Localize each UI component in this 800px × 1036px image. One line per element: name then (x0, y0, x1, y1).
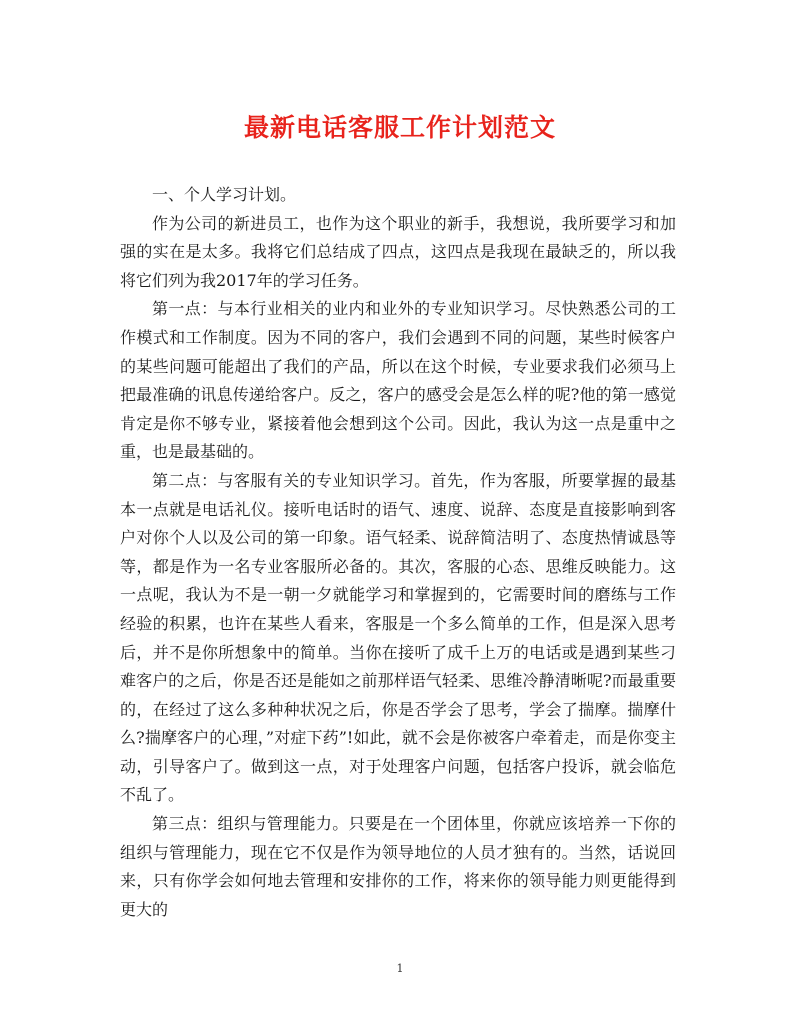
paragraph-point-one: 第一点：与本行业相关的业内和业外的专业知识学习。尽快熟悉公司的工作模式和工作制度。因为不同的客户，我们会遇到不同的问题，某些时候客户的某些问题可能超出了我们的产品，所以在这个时候，专业要求我们必须马上把最准确的讯息传递给客户。反之，客户的感受会是怎么样的呢?他的第一感觉肯定是你不够专业，紧接着他会想到这个公司。因此，我认为这一点是重中之重，也是最基础的。 (120, 299, 676, 462)
page-number: 1 (396, 962, 404, 975)
document-title: 最新电话客服工作计划范文 (243, 113, 556, 142)
paragraph-point-two: 第二点：与客服有关的专业知识学习。首先，作为客服，所要掌握的最基本一点就是电话礼仪。接听电话时的语气、速度、说辞、态度是直接影响到客户对你个人以及公司的第一印象。语气轻柔、说辞简洁明了、态度热情诚恳等等，都是作为一名专业客服所必备的。其次，客服的心态、思维反映能力。这一点呢，我认为不是一朝一夕就能学习和掌握到的，它需要时间的磨练与工作经验的积累，也许在某些人看来，客服是一个多么简单的工作，但是深入思考后，并不是你所想象中的简单。当你在接听了成千上万的电话或是遇到某些刁难客户的之后，你是否还是能如之前那样语气轻柔、思维冷静清晰呢?而最重要的，在经过了这么多种种状况之后，你是否学会了思考，学会了揣摩。揣摩什么?揣摩客户的心理，”对症下药”!如此，就不会是你被客户牵着走，而是你变主动，引导客户了。做到这一点，对于处理客户问题，包括客户投诉，就会临危不乱了。 (120, 470, 676, 805)
paragraph-point-three: 第三点：组织与管理能力。只要是在一个团体里，你就应该培养一下你的组织与管理能力，现在它不仅是作为领导地位的人员才独有的。当然，话说回来，只有你学会如何地去管理和安排你的工作，将来你的领导能力则更能得到更大的 (120, 814, 676, 919)
paragraph-intro: 作为公司的新进员工，也作为这个职业的新手，我想说，我所要学习和加强的实在是太多。我将它们总结成了四点，这四点是我现在最缺乏的，所以我将它们列为我2017年的学习任务。 (120, 213, 676, 290)
section-heading: 一、个人学习计划。 (152, 185, 297, 204)
document-body (120, 181, 676, 924)
